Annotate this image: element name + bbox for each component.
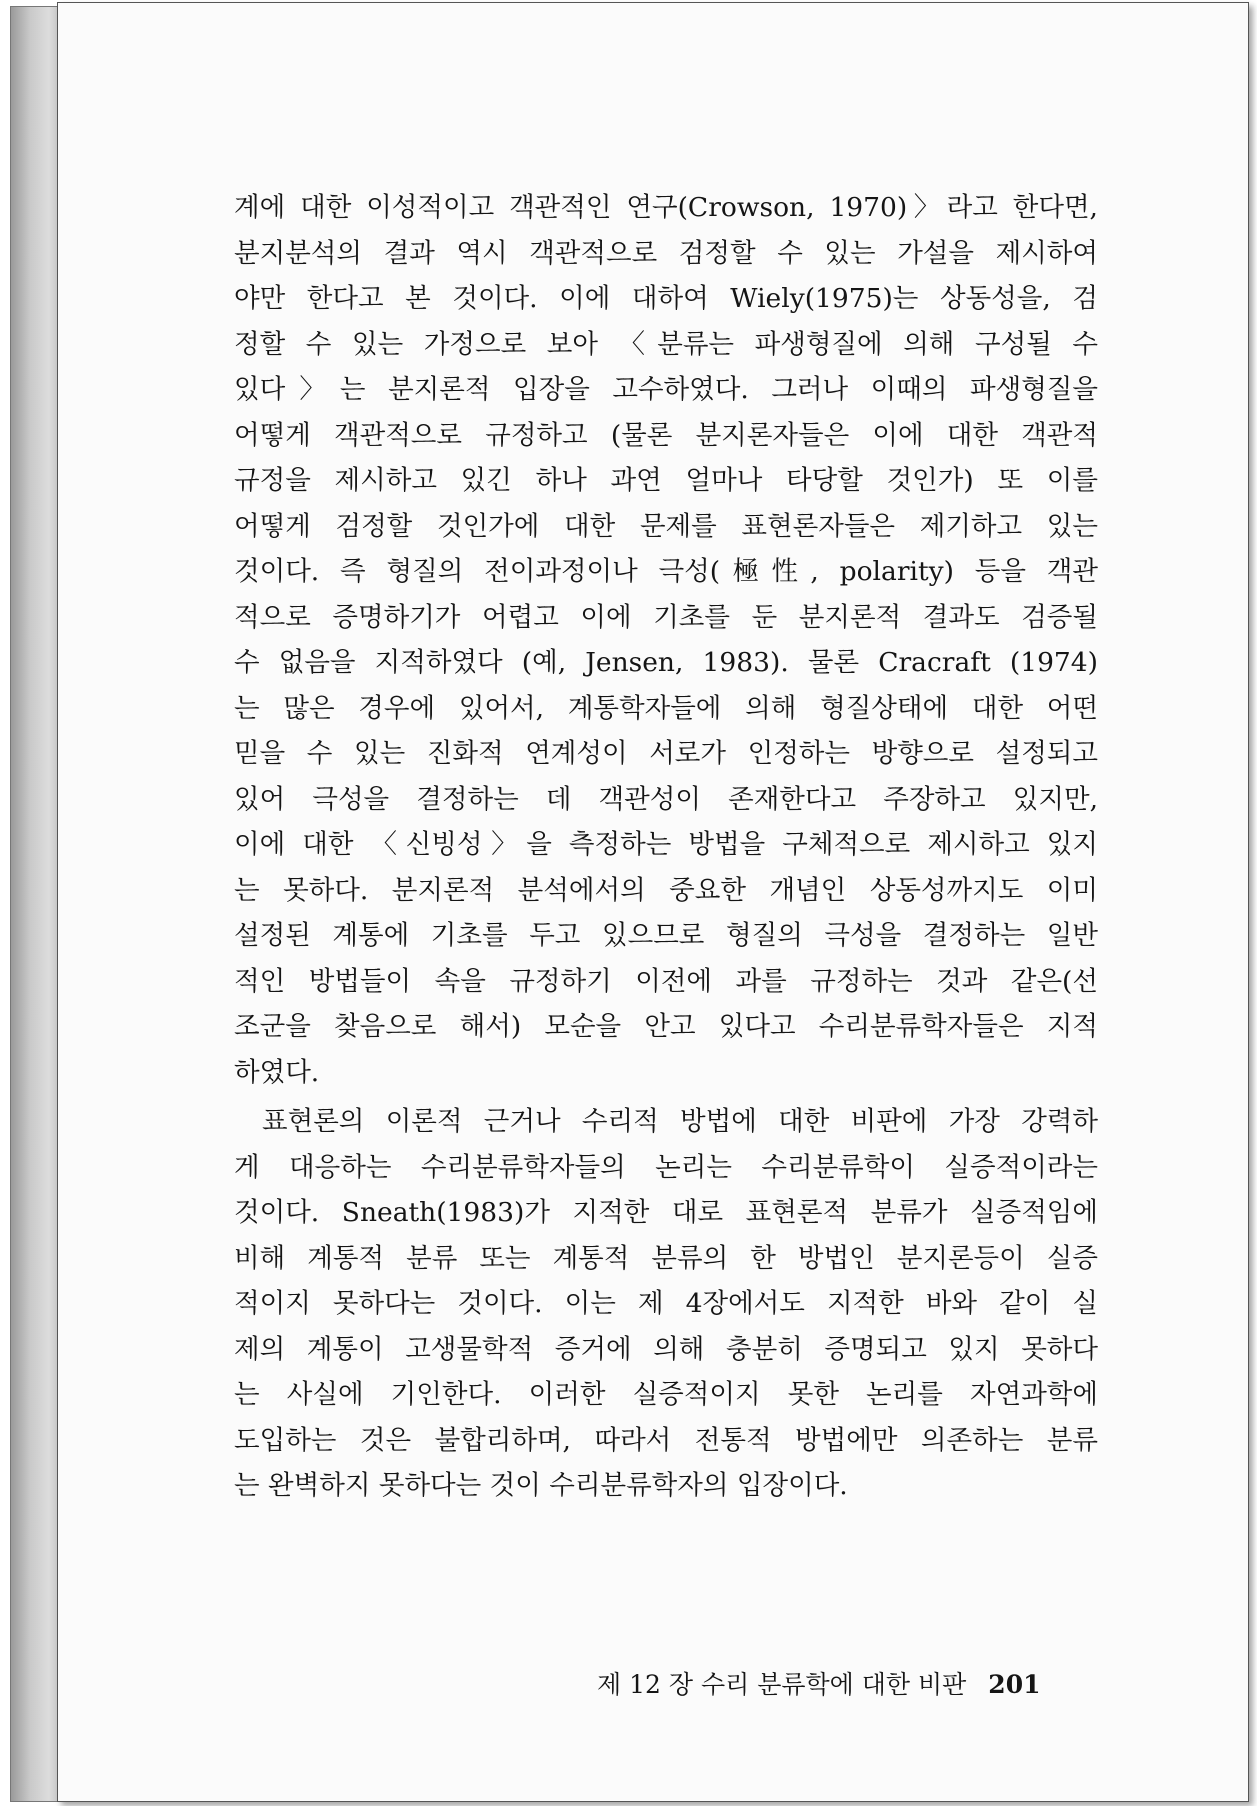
text-line: 비해 계통적 분류 또는 계통적 분류의 한 방법인 분지론등이 실증 [234,1242,1098,1274]
text-line: 하였다. [234,1056,320,1088]
text-line: 적으로 증명하기가 어렵고 이에 기초를 둔 분지론적 결과도 검증될 [234,601,1098,633]
text-line: 는 완벽하지 못하다는 것이 수리분류학자의 입장이다. [234,1470,848,1501]
text-line: 게 대응하는 수리분류학자들의 논리는 수리분류학이 실증적이라는 [234,1151,1098,1183]
text-line: 있어 극성을 결정하는 데 객관성이 존재한다고 주장하고 있지만, [234,783,1098,815]
text-line: 것이다. Sneath(1983)가 지적한 대로 표현론적 분류가 실증적임에 [234,1197,1098,1228]
text-line: 것이다. 즉 형질의 전이과정이나 극성(極性, polarity) 등을 객관 [234,556,1098,587]
text-line: 이에 대한 〈신빙성〉을 측정하는 방법을 구체적으로 제시하고 있지 [234,829,1098,860]
text-line: 설정된 계통에 기초를 두고 있으므로 형질의 극성을 결정하는 일반 [234,920,1098,951]
text-line: 믿을 수 있는 진화적 연계성이 서로가 인정하는 방향으로 설정되고 [234,738,1098,769]
page-number: 201 [988,1670,1041,1699]
text-line: 는 못하다. 분지론적 분석에서의 중요한 개념인 상동성까지도 이미 [234,874,1098,906]
text-line: 는 사실에 기인한다. 이러한 실증적이지 못한 논리를 자연과학에 [234,1379,1098,1410]
text-line: 수 없음을 지적하였다 (예, Jensen, 1983). 물론 Cracraft (1974) [234,647,1098,678]
text-line: 계에 대한 이성적이고 객관적인 연구(Crowson, 1970)〉라고 한다면, [234,192,1098,223]
text-line: 도입하는 것은 불합리하며, 따라서 전통적 방법에만 의존하는 분류 [234,1424,1098,1456]
paragraphs [234,185,1098,1509]
text-line: 있다〉는 분지론적 입장을 고수하였다. 그러나 이때의 파생형질을 [234,374,1098,405]
text-line: 표현론의 이론적 근거나 수리적 방법에 대한 비판에 가장 강력하 [262,1106,1098,1137]
text-line: 어떻게 객관적으로 규정하고 (물론 분지론자들은 이에 대한 객관적 [234,419,1098,451]
page-footer [597,1665,1040,1701]
text-line: 조군을 찾음으로 해서) 모순을 안고 있다고 수리분류학자들은 지적 [234,1011,1098,1042]
running-head: 제 12 장 수리 분류학에 대한 비판 [597,1670,967,1699]
text-line: 어떻게 검정할 것인가에 대한 문제를 표현론자들은 제기하고 있는 [234,510,1098,542]
paragraph [234,185,1098,1095]
paragraph [234,1099,1098,1509]
body-text [234,185,1098,1509]
text-line: 분지분석의 결과 역시 객관적으로 검정할 수 있는 가설을 제시하여 [234,237,1098,269]
text-line: 적이지 못하다는 것이다. 이는 제 4장에서도 지적한 바와 같이 실 [234,1288,1098,1319]
text-line: 제의 계통이 고생물학적 증거에 의해 충분히 증명되고 있지 못하다 [234,1333,1098,1365]
text-line: 야만 한다고 본 것이다. 이에 대하여 Wiely(1975)는 상동성을, 검 [234,283,1098,314]
text-line: 는 많은 경우에 있어서, 계통학자들에 의해 형질상태에 대한 어떤 [234,692,1098,724]
text-line: 적인 방법들이 속을 규정하기 이전에 과를 규정하는 것과 같은(선 [234,965,1098,997]
book-page [57,2,1249,1802]
text-line: 규정을 제시하고 있긴 하나 과연 얼마나 타당할 것인가) 또 이를 [234,465,1098,496]
text-line: 정할 수 있는 가정으로 보아 〈분류는 파생형질에 의해 구성될 수 [234,328,1098,360]
